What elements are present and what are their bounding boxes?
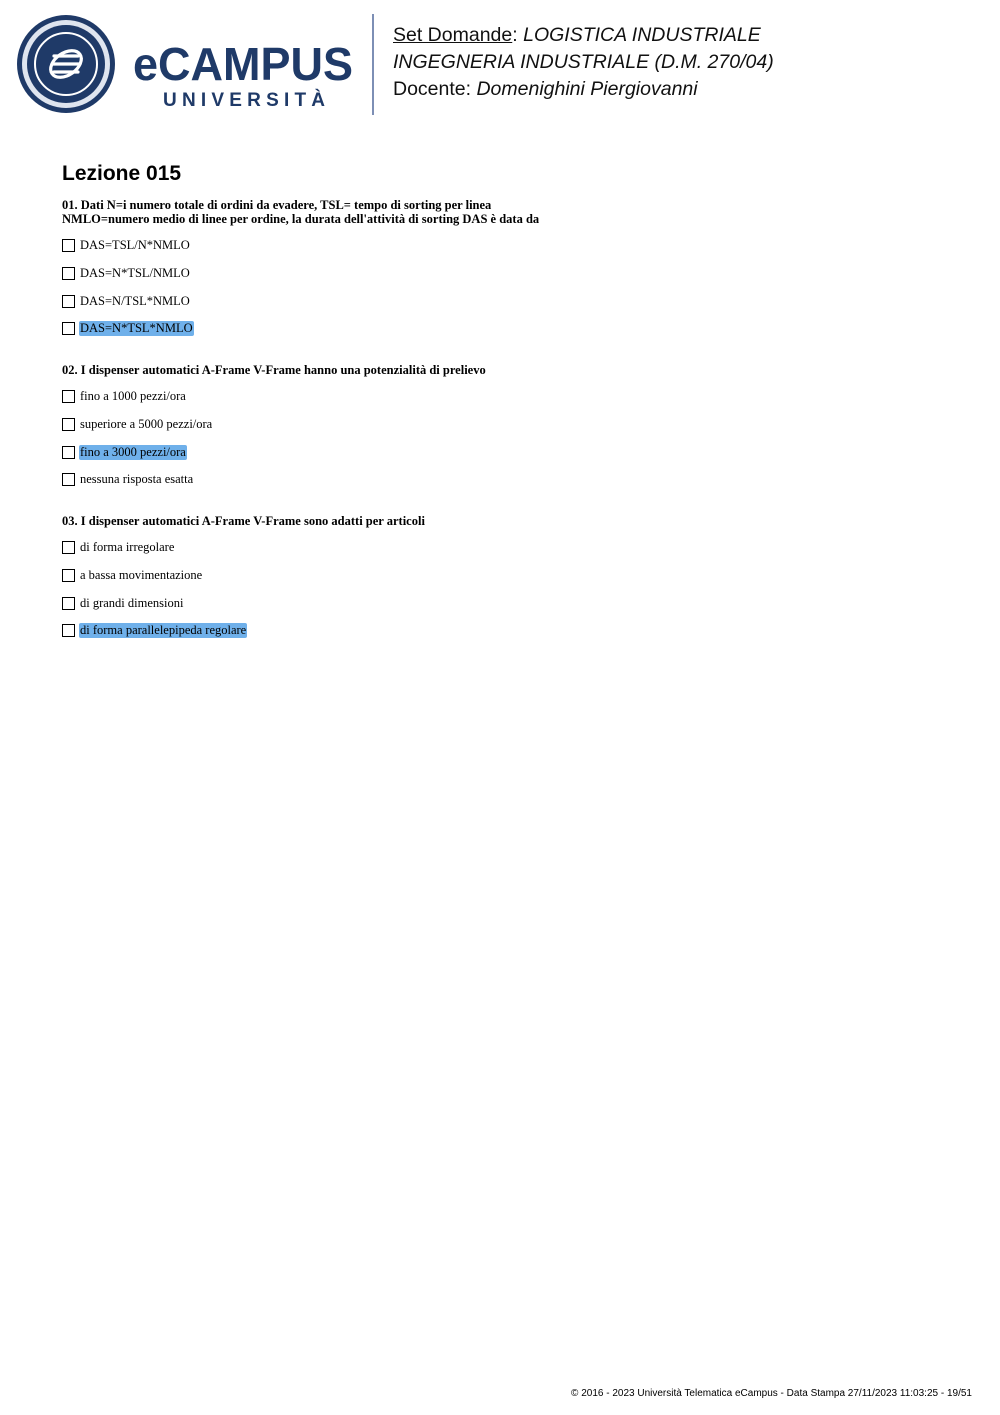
checkbox[interactable] bbox=[62, 597, 75, 610]
checkbox[interactable] bbox=[62, 239, 75, 252]
answer-option[interactable]: a bassa movimentazione bbox=[62, 567, 203, 583]
checkbox[interactable] bbox=[62, 322, 75, 335]
lesson-title: Lezione 015 bbox=[62, 162, 182, 185]
course-name: LOGISTICA INDUSTRIALE bbox=[523, 24, 761, 46]
svg-text:eCAMPUS: eCAMPUS bbox=[133, 42, 353, 90]
course-info bbox=[393, 22, 774, 103]
checkbox[interactable] bbox=[62, 267, 75, 280]
answer-option[interactable]: nessuna risposta esatta bbox=[62, 471, 194, 487]
teacher-name: Domenighini Piergiovanni bbox=[476, 78, 698, 100]
answer-option[interactable]: DAS=TSL/N*NMLO bbox=[62, 237, 191, 253]
question-02 bbox=[62, 363, 942, 486]
answer-option[interactable]: DAS=N*TSL/NMLO bbox=[62, 265, 191, 281]
university-seal-logo bbox=[16, 14, 116, 114]
question-01 bbox=[62, 198, 942, 335]
page-header bbox=[0, 0, 1000, 130]
degree-name: INGEGNERIA INDUSTRIALE (D.M. 270/04) bbox=[393, 51, 774, 73]
checkbox[interactable] bbox=[62, 473, 75, 486]
set-line: Set Domande: LOGISTICA INDUSTRIALE bbox=[393, 24, 761, 46]
question-text: 03. I dispenser automatici A-Frame V-Frame sono adatti per articoli bbox=[62, 514, 425, 528]
answer-option[interactable]: di forma irregolare bbox=[62, 539, 175, 555]
answer-option[interactable]: DAS=N/TSL*NMLO bbox=[62, 293, 191, 309]
checkbox[interactable] bbox=[62, 624, 75, 637]
answer-option-highlighted[interactable]: fino a 3000 pezzi/ora bbox=[62, 444, 187, 460]
ecampus-wordmark-logo bbox=[133, 42, 355, 112]
page-footer: © 2016 - 2023 Università Telematica eCampus - Data Stampa 27/11/2023 11:03:25 - 19/51 bbox=[571, 1388, 972, 1399]
question-text: 01. Dati N=i numero totale di ordini da evadere, TSL= tempo di sorting per linea NMLO=numero medio di linee per ordine, la durata dell'attività di sorting DAS è data da bbox=[62, 198, 540, 226]
answer-option-highlighted[interactable]: di forma parallelepipeda regolare bbox=[62, 622, 247, 638]
header-divider bbox=[372, 14, 374, 115]
checkbox[interactable] bbox=[62, 541, 75, 554]
checkbox[interactable] bbox=[62, 418, 75, 431]
svg-text:UNIVERSITÀ: UNIVERSITÀ bbox=[163, 90, 325, 111]
teacher-label: Docente: bbox=[393, 78, 477, 100]
checkbox[interactable] bbox=[62, 390, 75, 403]
teacher-line bbox=[393, 76, 774, 103]
checkbox[interactable] bbox=[62, 446, 75, 459]
question-text: 02. I dispenser automatici A-Frame V-Frame hanno una potenzialità di prelievo bbox=[62, 363, 486, 377]
checkbox[interactable] bbox=[62, 569, 75, 582]
checkbox[interactable] bbox=[62, 295, 75, 308]
answer-option-highlighted[interactable]: DAS=N*TSL*NMLO bbox=[62, 320, 194, 336]
answer-option[interactable]: di grandi dimensioni bbox=[62, 595, 184, 611]
answer-option[interactable]: superiore a 5000 pezzi/ora bbox=[62, 416, 213, 432]
answer-option[interactable]: fino a 1000 pezzi/ora bbox=[62, 388, 187, 404]
set-label: Set Domande bbox=[393, 24, 513, 46]
question-03 bbox=[62, 514, 942, 637]
